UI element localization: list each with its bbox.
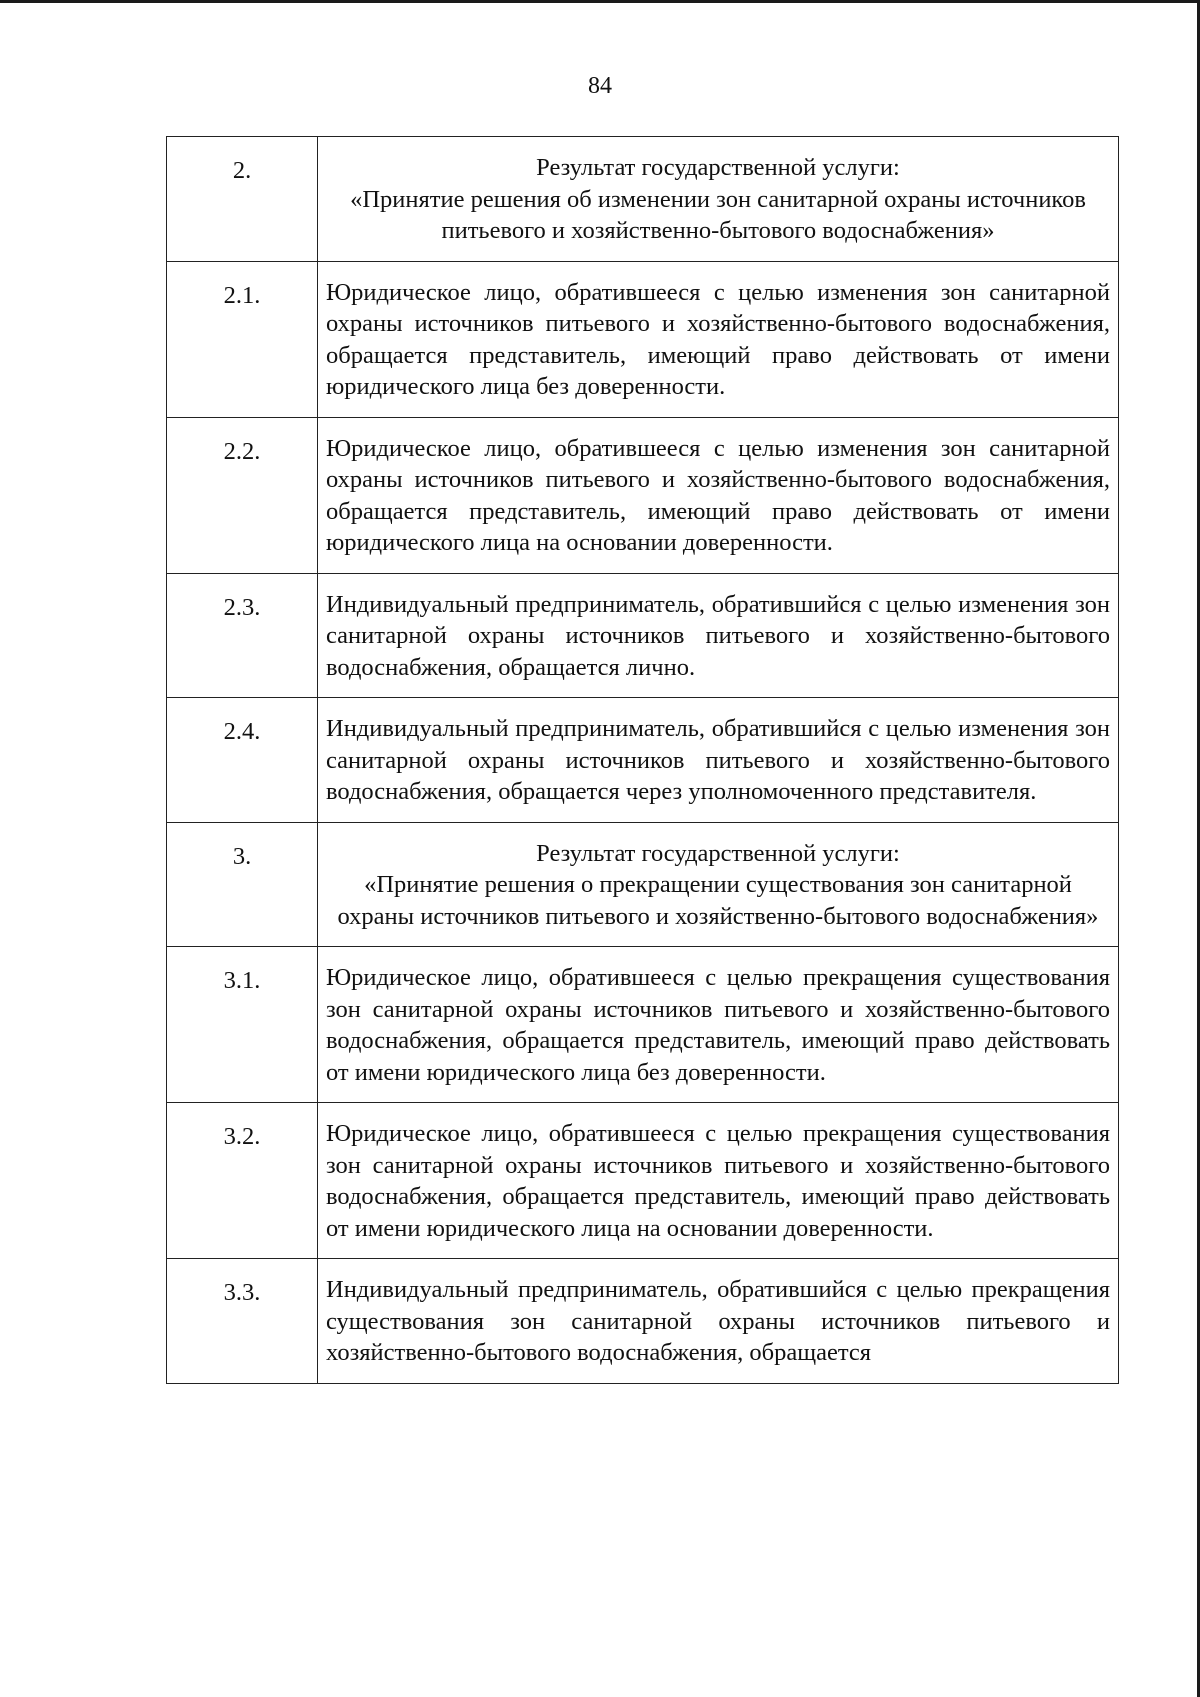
- row-number: 2.1.: [167, 261, 318, 417]
- row-number: 3.1.: [167, 947, 318, 1103]
- table-row: [167, 417, 1119, 573]
- row-number: 2.3.: [167, 573, 318, 698]
- row-text: Юридическое лицо, обратившееся с целью изменения зон санитарной охраны источников питьевого и хозяйственно-бытового водоснабжения, обращается представитель, имеющий право действовать от имени юридического лица без доверенности.: [318, 261, 1119, 417]
- section-header-cell: [318, 822, 1119, 947]
- table-row: [167, 1259, 1119, 1384]
- table-row: [167, 698, 1119, 823]
- row-number: 2.4.: [167, 698, 318, 823]
- services-table: [166, 136, 1119, 1384]
- row-text: Юридическое лицо, обратившееся с целью изменения зон санитарной охраны источников питьевого и хозяйственно-бытового водоснабжения, обращается представитель, имеющий право действовать от имени юридического лица на основании доверенности.: [318, 417, 1119, 573]
- table-row: [167, 947, 1119, 1103]
- row-text: Юридическое лицо, обратившееся с целью прекращения существования зон санитарной охраны источников питьевого и хозяйственно-бытового водоснабжения, обращается представитель, имеющий право действовать от имени юридического лица на основании доверенности.: [318, 1103, 1119, 1259]
- section-header-description: «Принятие решения о прекращении существования зон санитарной охраны источников питьевого и хозяйственно-бытового водоснабжения»: [337, 871, 1099, 930]
- section-header-title: Результат государственной услуги:: [536, 154, 900, 181]
- table-row-section-3: [167, 822, 1119, 947]
- row-number: 3.2.: [167, 1103, 318, 1259]
- scan-edge-top: [0, 0, 1200, 3]
- section-header-description: «Принятие решения об изменении зон санитарной охраны источников питьевого и хозяйственно-бытового водоснабжения»: [350, 185, 1086, 244]
- row-text: Индивидуальный предприниматель, обратившийся с целью изменения зон санитарной охраны источников питьевого и хозяйственно-бытового водоснабжения, обращается лично.: [318, 573, 1119, 698]
- row-number: 3.: [167, 822, 318, 947]
- row-text: Индивидуальный предприниматель, обратившийся с целью изменения зон санитарной охраны источников питьевого и хозяйственно-бытового водоснабжения, обращается через уполномоченного представителя.: [318, 698, 1119, 823]
- section-header-cell: [318, 137, 1119, 262]
- page-number: 84: [588, 73, 612, 99]
- table-row: [167, 1103, 1119, 1259]
- row-text: Индивидуальный предприниматель, обратившийся с целью прекращения существования зон санитарной охраны источников питьевого и хозяйственно-бытового водоснабжения, обращается: [318, 1259, 1119, 1384]
- section-header-title: Результат государственной услуги:: [536, 839, 900, 867]
- table-row-section-2: [167, 137, 1119, 262]
- table-row: [167, 261, 1119, 417]
- table-row: [167, 573, 1119, 698]
- row-number: 2.2.: [167, 417, 318, 573]
- row-number: 2.: [167, 137, 318, 262]
- row-text: Юридическое лицо, обратившееся с целью прекращения существования зон санитарной охраны источников питьевого и хозяйственно-бытового водоснабжения, обращается представитель, имеющий право действовать от имени юридического лица без доверенности.: [318, 947, 1119, 1103]
- row-number: 3.3.: [167, 1259, 318, 1384]
